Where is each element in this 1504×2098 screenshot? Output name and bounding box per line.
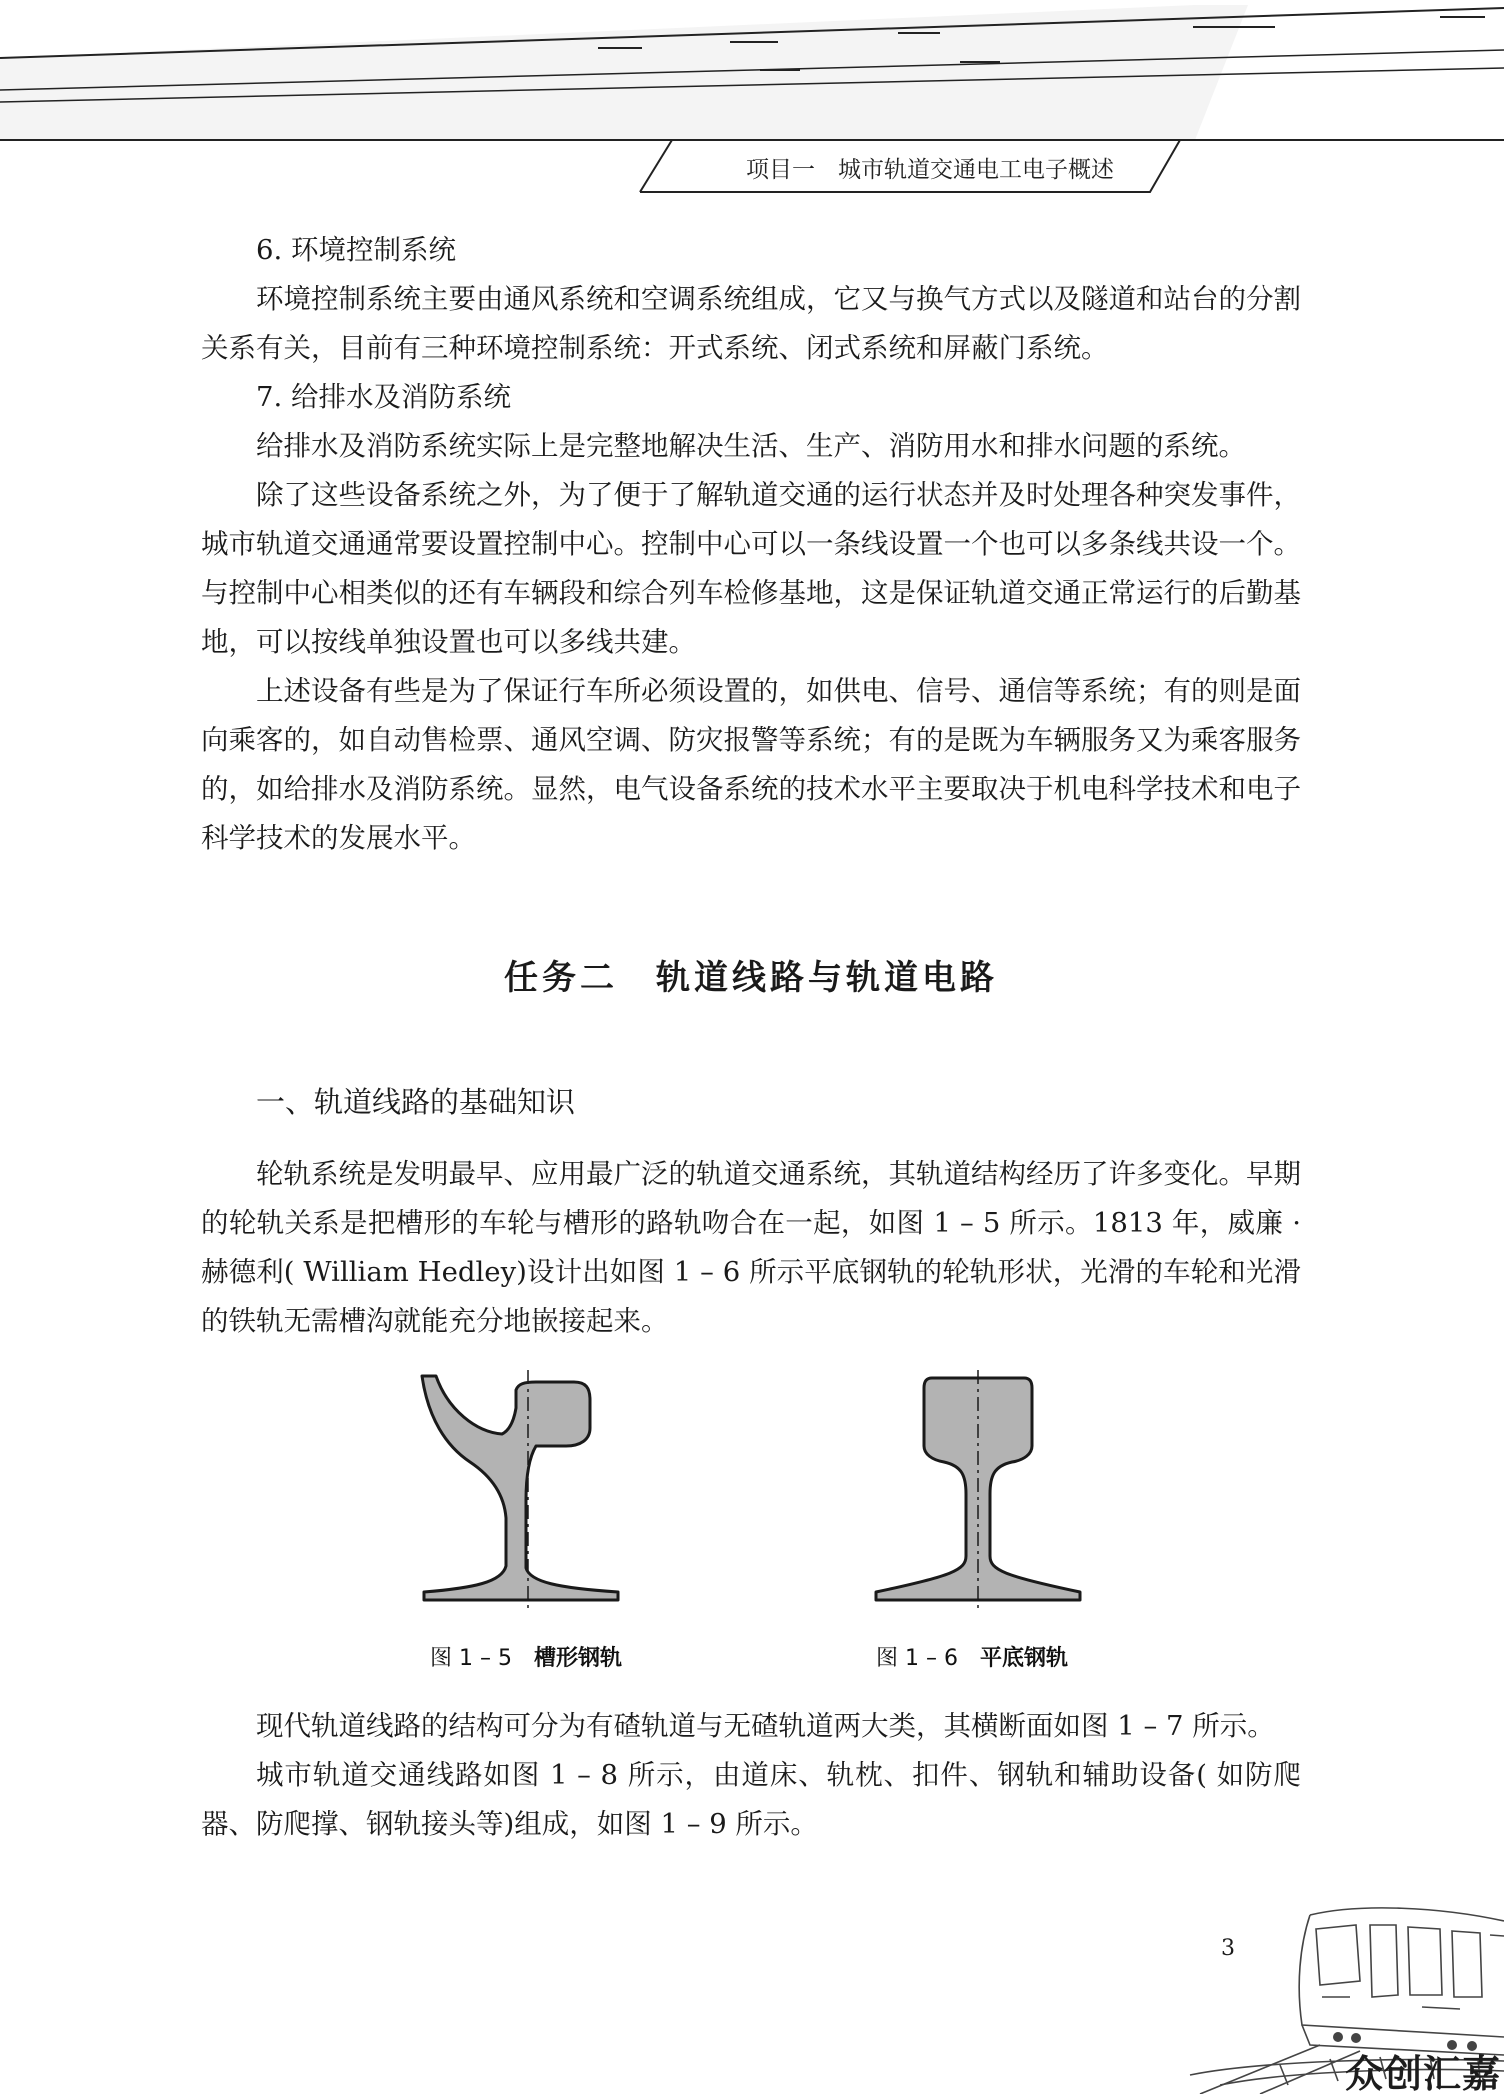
figure-grooved-rail	[418, 1370, 688, 1614]
grooved-rail-drawing	[418, 1370, 688, 1610]
paragraph-env-control: 环境控制系统主要由通风系统和空调系统组成，它又与换气方式以及隧道和站台的分割关系有关，目前有三种环境控制系统：开式系统、闭式系统和屏蔽门系统。	[201, 283, 1301, 364]
text-block-3	[201, 1702, 1301, 1849]
task-title: 任务二 轨道线路与轨道电路	[504, 958, 998, 998]
text-block-2	[201, 1150, 1301, 1346]
figure-caption-1-6	[876, 1641, 1068, 1672]
text-block-1	[201, 226, 1301, 863]
figure-title-1-6: 平底钢轨	[979, 1646, 1068, 1671]
figure-number-1-5: 图 1 – 5	[430, 1646, 512, 1671]
section-title: 一、轨道线路的基础知识	[256, 1085, 576, 1119]
paragraph-equipment-summary: 上述设备有些是为了保证行车所必须设置的，如供电、信号、通信等系统；有的则是面向乘客的，如自动售检票、通风空调、防灾报警等系统；有的是既为车辆服务又为乘客服务的，如给排水及消防系统。显然，电气设备系统的技术水平主要取决于机电科学技术和电子科学技术的发展水平。	[201, 675, 1301, 854]
running-title: 项目一 城市轨道交通电工电子概述	[746, 157, 1114, 183]
paragraph-track-components: 城市轨道交通线路如图 1 – 8 所示，由道床、轨枕、扣件、钢轨和辅助设备( 如防爬器、防爬撑、钢轨接头等)组成，如图 1 – 9 所示。	[201, 1759, 1301, 1840]
paragraph-water-fire: 给排水及消防系统实际上是完整地解决生活、生产、消防用水和排水问题的系统。	[256, 430, 1246, 462]
figure-flat-bottom-rail	[872, 1370, 1092, 1614]
paragraph-wheel-rail-history: 轮轨系统是发明最早、应用最广泛的轨道交通系统，其轨道结构经历了许多变化。早期的轮轨关系是把槽形的车轮与槽形的路轨吻合在一起，如图 1 – 5 所示。1813 年，威廉 · 赫德利( William Hedley)设计出如图 1 – 6 所示平底钢轨的轮轨形状，光滑的车轮和光滑的铁轨无需槽沟就能充分地嵌接起来。	[201, 1158, 1301, 1337]
subheading-water-fire: 7. 给排水及消防系统	[256, 381, 511, 413]
figure-number-1-6: 图 1 – 6	[876, 1646, 958, 1671]
flat-bottom-rail-drawing	[872, 1370, 1092, 1610]
figure-caption-1-5	[430, 1641, 622, 1672]
paragraph-track-structure: 现代轨道线路的结构可分为有碴轨道与无碴轨道两大类，其横断面如图 1 – 7 所示。	[256, 1710, 1275, 1742]
watermark-text: 众创汇嘉	[1345, 2052, 1502, 2096]
page-number: 3	[1221, 1936, 1235, 1961]
paragraph-control-center: 除了这些设备系统之外，为了便于了解轨道交通的运行状态并及时处理各种突发事件，城市轨道交通通常要设置控制中心。控制中心可以一条线设置一个也可以多条线共设一个。与控制中心相类似的还有车辆段和综合列车检修基地，这是保证轨道交通正常运行的后勤基地，可以按线单独设置也可以多线共建。	[201, 479, 1301, 658]
figure-title-1-5: 槽形钢轨	[533, 1646, 622, 1671]
subheading-env-control: 6. 环境控制系统	[256, 234, 456, 266]
